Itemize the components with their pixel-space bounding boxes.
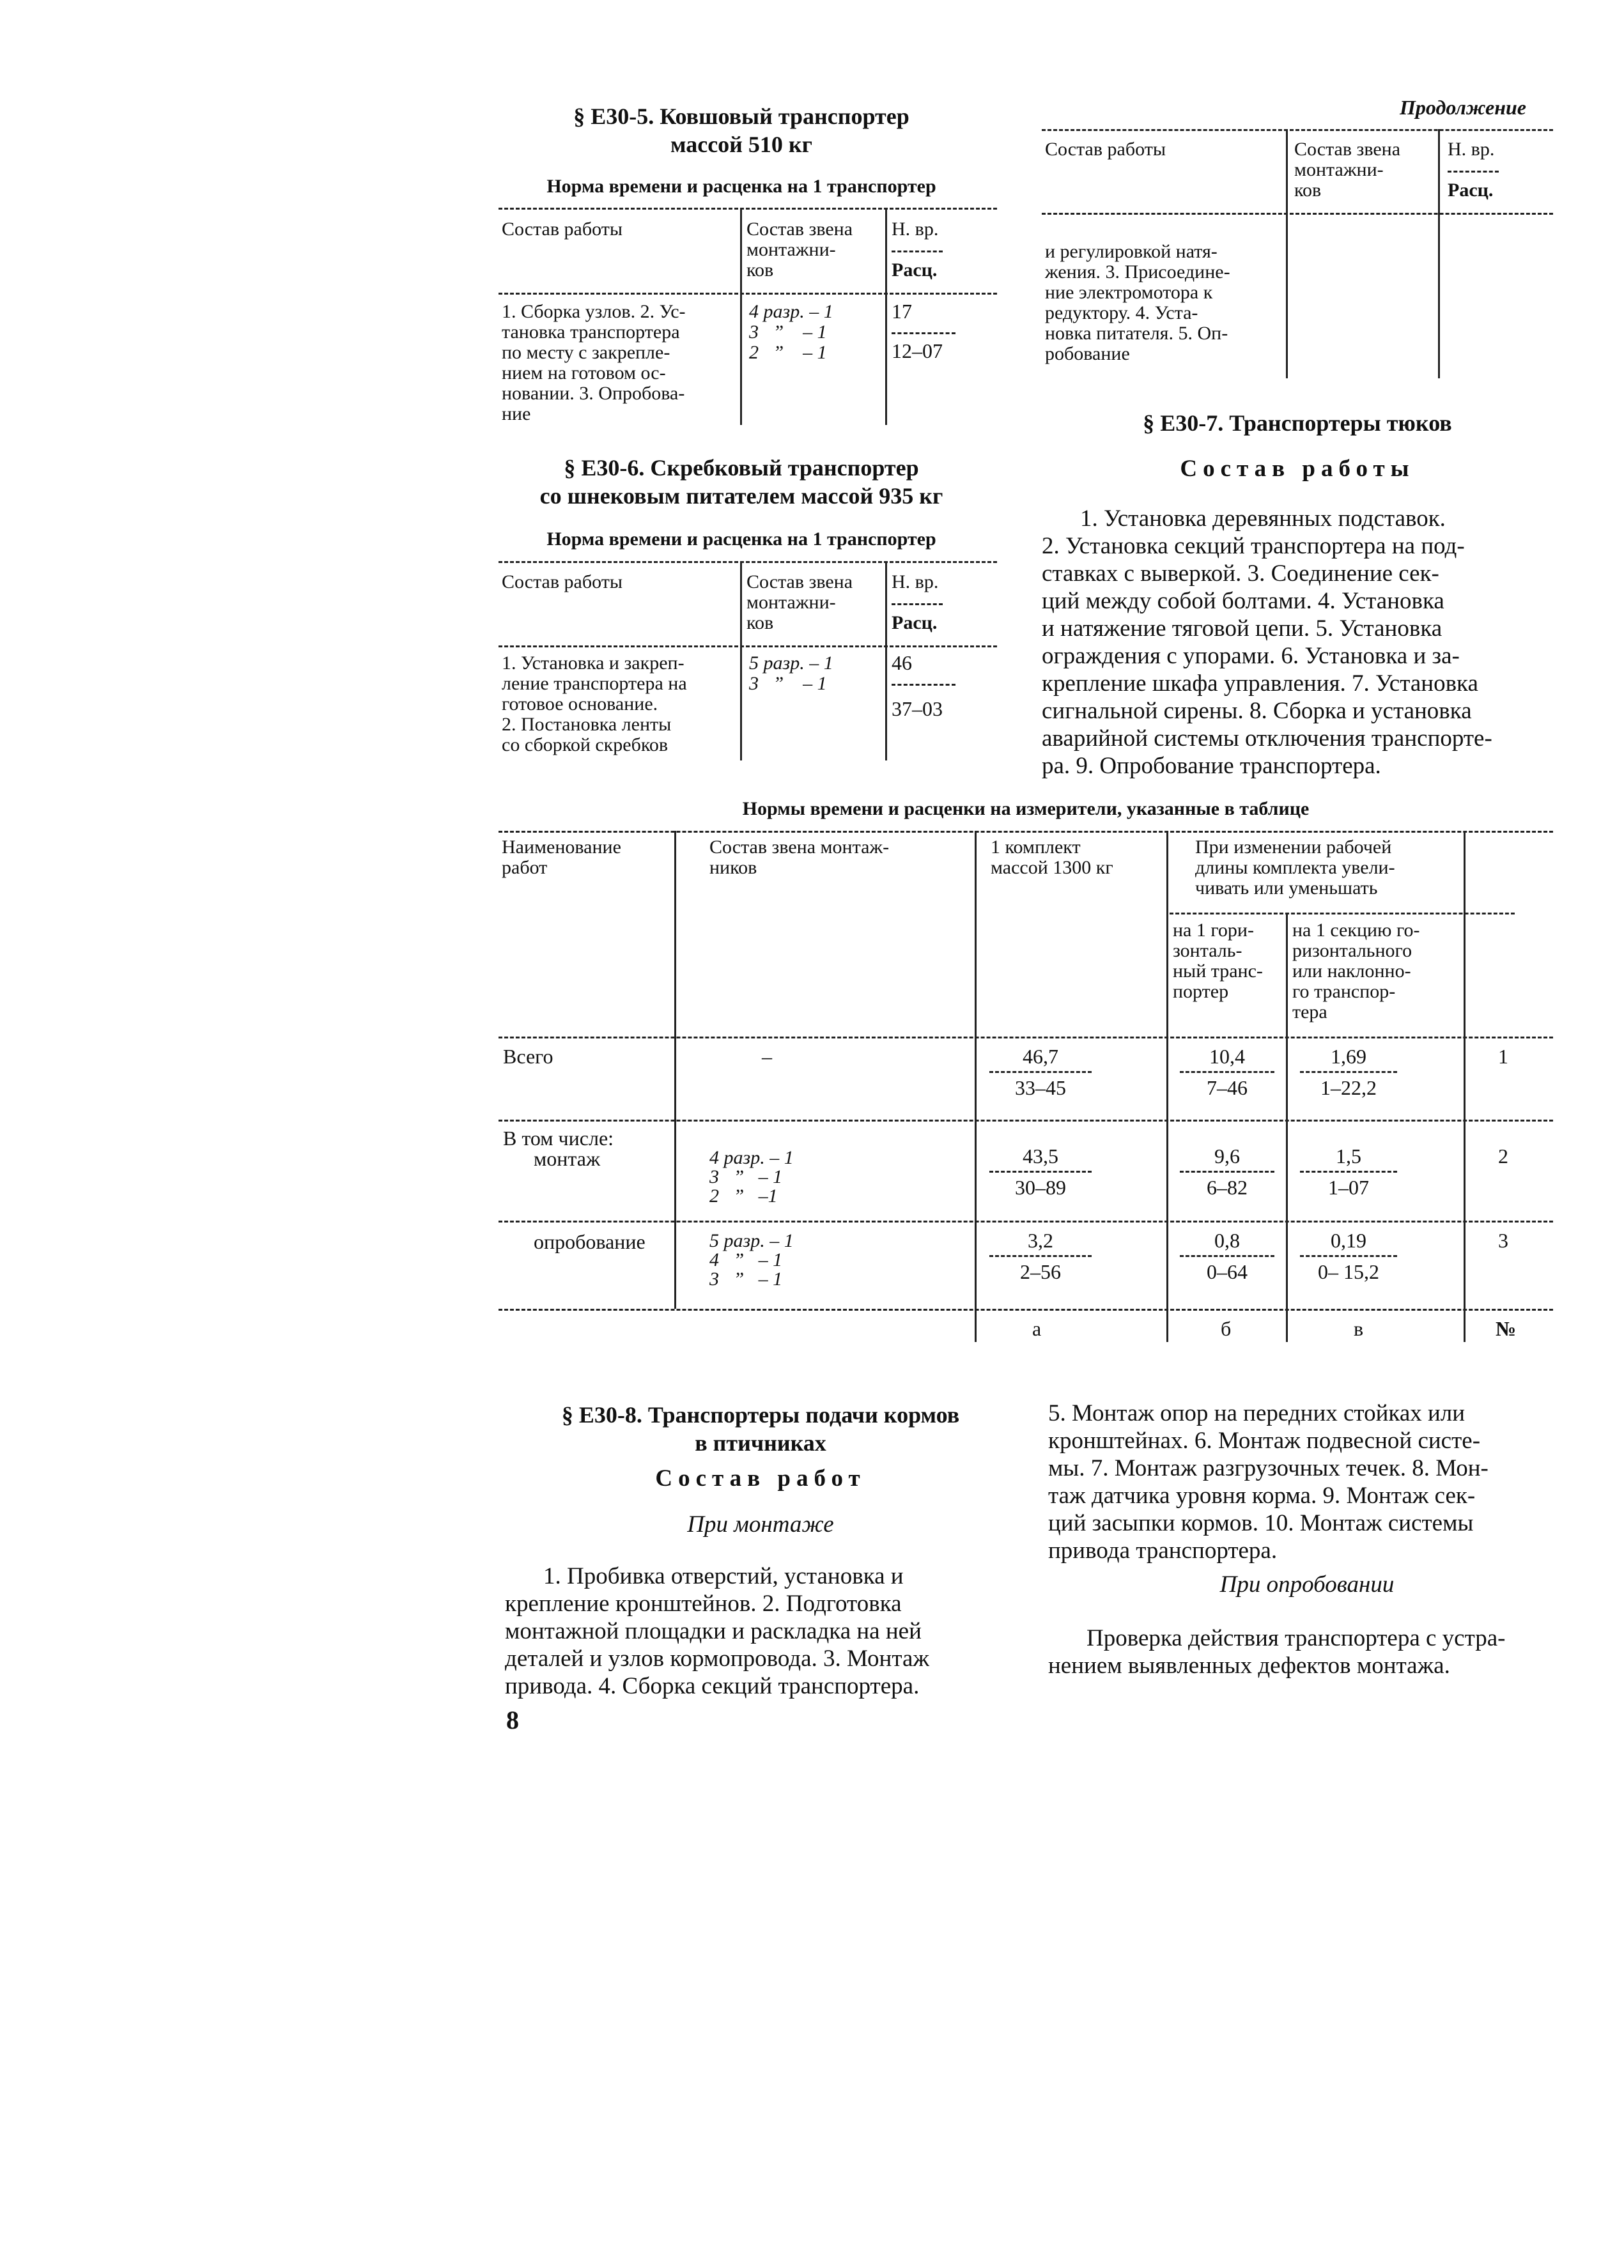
header-crew: ников (709, 857, 757, 878)
body-line: привода транспортера. (1048, 1538, 1278, 1564)
table-rule (1042, 129, 1553, 131)
e30-7-body (1042, 505, 1566, 780)
table-rule (1170, 913, 1515, 914)
table-rule (1042, 213, 1553, 215)
table-rule (499, 1309, 1553, 1311)
e30-6-title (499, 454, 984, 510)
header-rasc: Расц. (892, 259, 938, 281)
row-value-c (1288, 1230, 1409, 1283)
work-line: жения. 3. Присоедине- (1045, 261, 1230, 282)
body-line: ра. 9. Опробование транспортера. (1042, 753, 1381, 779)
table-rule (499, 1221, 1553, 1223)
hvr-value: 17 (892, 300, 912, 323)
work-line: готовое основание. (502, 693, 658, 714)
column-divider (1286, 129, 1288, 378)
column-divider (885, 208, 887, 425)
header-horiz: на 1 гори- (1173, 920, 1254, 941)
body-line: монтажной площадки и раскладка на ней (505, 1618, 922, 1644)
body-line: сигнальной сирены. 8. Сборка и установка (1042, 698, 1472, 724)
row-value-b (1168, 1230, 1286, 1283)
body-line: нением выявленных дефектов монтажа. (1048, 1653, 1450, 1679)
header-crew-2: монтажни- (1294, 159, 1384, 180)
table-rule (499, 645, 997, 647)
header-set: массой 1300 кг (991, 857, 1113, 878)
rate-value: 7–46 (1207, 1076, 1248, 1099)
header-crew-1: Состав звена (746, 571, 853, 592)
header-change: При изменении рабочей (1195, 837, 1392, 858)
column-divider (674, 831, 676, 1309)
body-line: ограждения с упорами. 6. Установка и за- (1042, 643, 1460, 669)
header-crew-3: ков (746, 259, 774, 281)
norm-value: 46,7 (1023, 1045, 1058, 1068)
header-fraction-bar (892, 251, 943, 252)
work-line: тановка транспортера (502, 321, 680, 343)
header-section: го транспор- (1292, 981, 1396, 1002)
footer-a: а (1032, 1317, 1042, 1340)
fraction-bar (989, 1255, 1092, 1257)
hvr-value: 46 (892, 651, 912, 674)
norm-value: 3,2 (1028, 1229, 1053, 1252)
work-line: по месту с закрепле- (502, 342, 670, 363)
e30-6-title-line1: § Е30-6. Скребковый транспортер (564, 455, 919, 481)
table-rule (499, 831, 1553, 833)
row-value-c (1288, 1045, 1409, 1099)
rate-value: 2–56 (1020, 1260, 1061, 1283)
work-line: новании. 3. Опробова- (502, 383, 685, 404)
work-line: 1. Установка и закреп- (502, 652, 684, 674)
header-hvr: Н. вр. (892, 571, 939, 592)
body-line: 2. Установка секций транспортера на под- (1042, 533, 1465, 559)
header-section: на 1 секцию го- (1292, 920, 1420, 941)
row-number: 1 (1498, 1045, 1508, 1068)
e30-8-mount-heading: При монтаже (687, 1511, 834, 1538)
body-line: крепление кронштейнов. 2. Подготовка (505, 1591, 902, 1617)
crew-line: 3 ” – 1 (749, 321, 827, 343)
body-line: Проверка действия транспортера с устра- (1087, 1625, 1506, 1651)
body-line: деталей и узлов кормопровода. 3. Монтаж (505, 1646, 929, 1672)
work-line: робование (1045, 343, 1130, 364)
body-line: 1. Установка деревянных подставок. (1080, 505, 1446, 532)
footer-num: № (1496, 1317, 1517, 1340)
row-name: Всего (503, 1045, 553, 1068)
body-line: и натяжение тяговой цепи. 5. Установка (1042, 615, 1442, 642)
header-crew: Состав звена монтаж- (709, 837, 890, 858)
continuation-label: Продолжение (1400, 96, 1526, 119)
header-section: тера (1292, 1001, 1327, 1022)
work-line: новка питателя. 5. Оп- (1045, 323, 1228, 344)
column-divider (740, 561, 742, 760)
e30-6-caption: Норма времени и расценка на 1 транспортер (546, 528, 936, 550)
e30-7-title: § Е30-7. Транспортеры тюков (1143, 410, 1452, 436)
page-number: 8 (506, 1706, 519, 1734)
header-hvr: Н. вр. (892, 219, 939, 240)
body-line: 5. Монтаж опор на передних стойках или (1048, 1400, 1465, 1426)
body-line: аварийной системы отключения транспорте- (1042, 725, 1492, 752)
value-fraction-bar (892, 684, 955, 686)
row-crew: 5 разр. – 1 (709, 1230, 794, 1251)
header-crew-1: Состав звена (746, 219, 853, 240)
header-rasc: Расц. (892, 612, 938, 633)
body-line: крепление шкафа управления. 7. Установка (1042, 670, 1478, 697)
work-line: редуктору. 4. Уста- (1045, 302, 1198, 323)
row-value-b (1168, 1045, 1286, 1099)
row-crew: 4 разр. – 1 (709, 1147, 794, 1168)
crew-line: 4 разр. – 1 (749, 301, 833, 322)
norm-value: 43,5 (1023, 1145, 1058, 1168)
header-crew-1: Состав звена (1294, 139, 1401, 160)
fraction-bar (989, 1071, 1092, 1073)
rate-value: 1–22,2 (1320, 1076, 1377, 1099)
fraction-bar (1180, 1071, 1274, 1073)
work-line: 1. Сборка узлов. 2. Ус- (502, 301, 686, 322)
body-line: 1. Пробивка отверстий, установка и (543, 1563, 904, 1589)
e30-6-title-line2: со шнековым питателем массой 935 кг (539, 483, 943, 509)
header-section: ризонтального (1292, 940, 1412, 961)
row-value-b (1168, 1145, 1286, 1198)
header-work: Состав работы (502, 571, 623, 592)
e30-5-title-line1: § Е30-5. Ковшовый транспортер (573, 104, 909, 129)
column-divider (1438, 129, 1440, 378)
rate-value: 30–89 (1015, 1176, 1066, 1199)
header-change: чивать или уменьшать (1195, 877, 1378, 899)
table-rule (499, 561, 997, 563)
table-rule (499, 208, 997, 210)
body-line: ций засыпки кормов. 10. Монтаж системы (1048, 1510, 1474, 1536)
header-rasc: Расц. (1448, 180, 1494, 201)
rate-value: 0–64 (1207, 1260, 1248, 1283)
e30-8-left-body (505, 1562, 1016, 1700)
body-line: таж датчика уровня корма. 9. Монтаж сек- (1048, 1483, 1476, 1509)
row-crew: 2 ” –1 (709, 1185, 778, 1207)
header-work: Состав работы (1045, 139, 1166, 160)
work-line: ние электромотора к (1045, 282, 1213, 303)
row-name: монтаж (534, 1147, 601, 1170)
work-line: ние (502, 403, 531, 424)
norm-value: 1,5 (1336, 1145, 1361, 1168)
e30-7-subtitle: Состав работы (1180, 456, 1415, 482)
row-crew: – (762, 1045, 772, 1068)
norm-value: 1,69 (1331, 1045, 1366, 1068)
body-line: привода. 4. Сборка секций транспортера. (505, 1673, 920, 1699)
e30-8-test-heading: При опробовании (1219, 1571, 1395, 1598)
e30-8-right-body (1048, 1400, 1566, 1564)
fraction-bar (1300, 1255, 1397, 1257)
e30-5-title (499, 102, 984, 158)
header-fraction-bar (892, 603, 943, 605)
header-hvr: Н. вр. (1448, 139, 1495, 160)
norm-value: 0,8 (1214, 1229, 1240, 1252)
header-set: 1 комплект (991, 837, 1081, 858)
e30-8-title-line2: в птичниках (695, 1430, 826, 1456)
table-rule (499, 293, 997, 295)
e30-5-title-line2: массой 510 кг (670, 132, 813, 157)
row-crew: 3 ” – 1 (709, 1269, 783, 1290)
crew-line: 3 ” – 1 (749, 673, 827, 694)
row-value-a (977, 1045, 1104, 1099)
footer-b: б (1221, 1317, 1232, 1340)
header-name: Наименование (502, 837, 621, 858)
e30-8-subtitle: Состав работ (655, 1465, 866, 1492)
work-line: ление транспортера на (502, 673, 687, 694)
rate-value: 6–82 (1207, 1176, 1248, 1199)
body-line: кронштейнах. 6. Монтаж подвесной систе- (1048, 1428, 1481, 1454)
rasc-value: 12–07 (892, 339, 943, 362)
header-name: работ (502, 857, 548, 878)
row-crew: 3 ” – 1 (709, 1166, 783, 1187)
column-divider (1464, 831, 1465, 1342)
work-line: нием на готовом ос- (502, 362, 666, 383)
body-line: ций между собой болтами. 4. Установка (1042, 588, 1444, 614)
header-fraction-bar (1448, 171, 1499, 173)
e30-8-title-line1: § Е30-8. Транспортеры подачи кормов (561, 1402, 960, 1428)
fraction-bar (1180, 1255, 1274, 1257)
e30-5-caption: Норма времени и расценка на 1 транспортер (546, 176, 936, 197)
footer-c: в (1354, 1317, 1364, 1340)
header-horiz: ный транс- (1173, 960, 1263, 982)
work-line: со сборкой скребков (502, 734, 669, 755)
fraction-bar (989, 1171, 1092, 1173)
body-line: ставках с выверкой. 3. Соединение сек- (1042, 560, 1439, 587)
header-crew-2: монтажни- (746, 592, 836, 613)
norm-value: 10,4 (1209, 1045, 1245, 1068)
row-value-c (1288, 1145, 1409, 1198)
row-name: В том числе: (503, 1127, 614, 1150)
rate-value: 33–45 (1015, 1076, 1066, 1099)
header-change: длины комплекта увели- (1195, 857, 1395, 878)
row-number: 2 (1498, 1145, 1508, 1168)
norm-value: 9,6 (1214, 1145, 1240, 1168)
header-section: или наклонно- (1292, 960, 1411, 982)
fraction-bar (1300, 1171, 1397, 1173)
table-rule (499, 1037, 1553, 1038)
rasc-value: 37–03 (892, 697, 943, 720)
fraction-bar (1180, 1171, 1274, 1173)
header-horiz: портер (1173, 981, 1229, 1002)
rate-value: 0– 15,2 (1318, 1260, 1379, 1283)
header-crew-2: монтажни- (746, 239, 836, 260)
header-work: Состав работы (502, 219, 623, 240)
e30-8-test-body (1048, 1624, 1566, 1679)
header-horiz: зонталь- (1173, 940, 1242, 961)
row-number: 3 (1498, 1229, 1508, 1252)
rate-value: 1–07 (1328, 1176, 1369, 1199)
body-line: мы. 7. Монтаж разгрузочных течек. 8. Мон- (1048, 1455, 1489, 1481)
column-divider (740, 208, 742, 425)
column-divider (885, 561, 887, 760)
e30-8-title (499, 1401, 1023, 1457)
table-rule (499, 1120, 1553, 1122)
crew-line: 2 ” – 1 (749, 342, 827, 363)
header-crew-3: ков (1294, 180, 1322, 201)
row-value-a (977, 1145, 1104, 1198)
value-fraction-bar (892, 332, 955, 334)
fraction-bar (1300, 1071, 1397, 1073)
work-line: и регулировкой натя- (1045, 241, 1218, 262)
work-line: 2. Постановка ленты (502, 714, 672, 735)
row-name: опробование (534, 1230, 646, 1253)
crew-line: 5 разр. – 1 (749, 652, 833, 674)
big-table-caption: Нормы времени и расценки на измерители, указанные в таблице (742, 798, 1310, 819)
row-crew: 4 ” – 1 (709, 1249, 783, 1270)
header-crew-3: ков (746, 612, 774, 633)
row-value-a (977, 1230, 1104, 1283)
norm-value: 0,19 (1331, 1229, 1366, 1252)
